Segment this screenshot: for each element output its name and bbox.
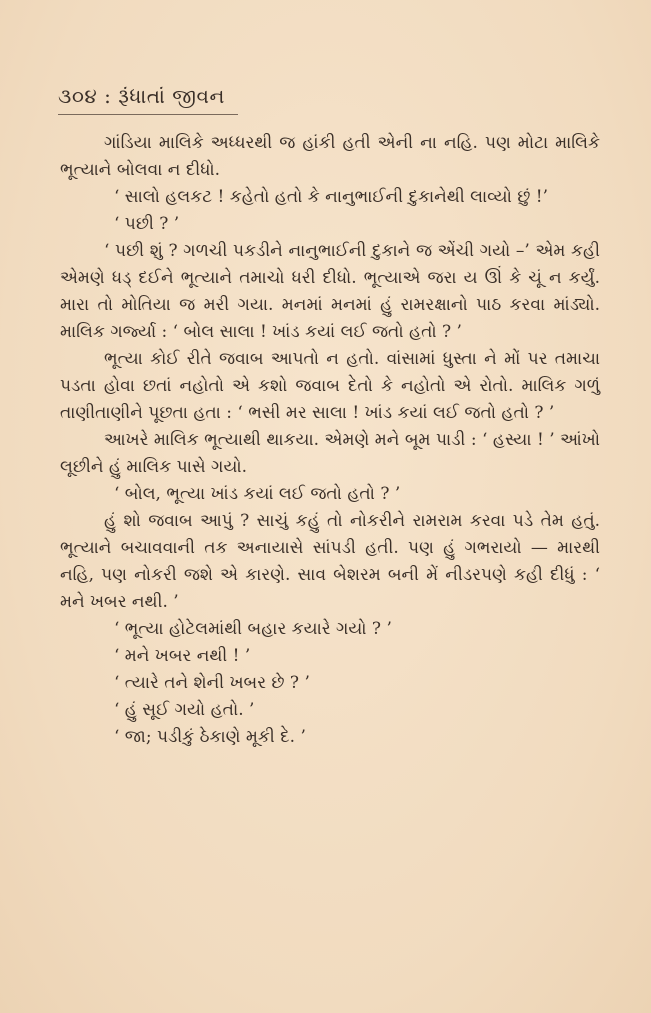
dialogue-line: ‘ ત્યારે તને શેની ખબર છે ? ’: [114, 673, 310, 693]
dialogue-line: ‘ બોલ, ભૂત્યા ખાંડ કયાં લઈ જતો હતો ? ’: [114, 484, 401, 504]
page-number: ૩૦૪: [58, 84, 98, 108]
book-title: રૂંધાતાં જીવન: [118, 84, 225, 108]
header-rule: [58, 114, 238, 115]
body-text: [60, 130, 600, 751]
paragraph: આખરે માલિક ભૂત્યાથી થાકયા. એમણે મને બૂમ પાડી : ‘ હસ્યા ! ’ આંખો લૂછીને હું માલિક પાસે ગયો.: [60, 430, 600, 477]
paragraph: હું શો જવાબ આપું ? સાચું કહું તો નોકરીને રામરામ કરવા પડે તેમ હતું. ભૂત્યાને બચાવવાની તક અનાયાસે સાંપડી હતી. પણ હું ગભરાયો — મારથી નહિ, પણ નોકરી જશે એ કારણે. સાવ બેશરમ બની મેં નીડરપણે કહી દીધું : ‘ મને ખબર નથી. ’: [60, 511, 600, 612]
header-separator: :: [104, 84, 112, 108]
dialogue-line: ‘ મને ખબર નથી ! ’: [114, 646, 251, 666]
dialogue-line: ‘ હું સૂઈ ગયો હતો. ’: [114, 700, 255, 720]
dialogue-line: ‘ જા; પડીકું ઠેકાણે મૂકી દે. ’: [114, 727, 306, 747]
paragraph: ગાંડિયા માલિકે અધ્ધરથી જ હાંકી હતી એની ના નહિ. પણ મોટા માલિકે ભૂત્યાને બોલવા ન દીધો.: [60, 133, 600, 180]
running-header: [58, 84, 225, 108]
dialogue-line: ‘ પછી ? ’: [114, 214, 180, 234]
dialogue-line: ‘ સાલો હલકટ ! કહેતો હતો કે નાનુભાઈની દુકાનેથી લાવ્યો છું !’: [114, 187, 549, 207]
dialogue-line: ‘ ભૂત્યા હોટેલમાંથી બહાર કયારે ગયો ? ’: [114, 619, 392, 639]
paragraph: ભૂત્યા કોઈ રીતે જવાબ આપતો ન હતો. વાંસામાં ધુસ્તા ને મોં પર તમાચા પડતા હોવા છતાં નહોતો એ કશો જવાબ દેતો કે નહોતો એ રોતો. માલિક ગળું તાણીતાણીને પૂછતા હતા : ‘ ભસી મર સાલા ! ખાંડ કયાં લઈ જતો હતો ? ’: [60, 349, 600, 423]
paragraph: ‘ પછી શું ? ગળચી પકડીને નાનુભાઈની દુકાને જ એંચી ગયો –’ એમ કહી એમણે ધડ્ દઈને ભૂત્યાને તમાચો ધરી દીધો. ભૂત્યાએ જરા ય ઊં કે ચૂં ન કર્યું. મારા તો મોતિયા જ મરી ગયા. મનમાં મનમાં હું રામરક્ષાનો પાઠ કરવા માંડ્યો. માલિક ગર્જ્યા : ‘ બોલ સાલા ! ખાંડ કયાં લઈ જતો હતો ? ’: [60, 241, 600, 342]
